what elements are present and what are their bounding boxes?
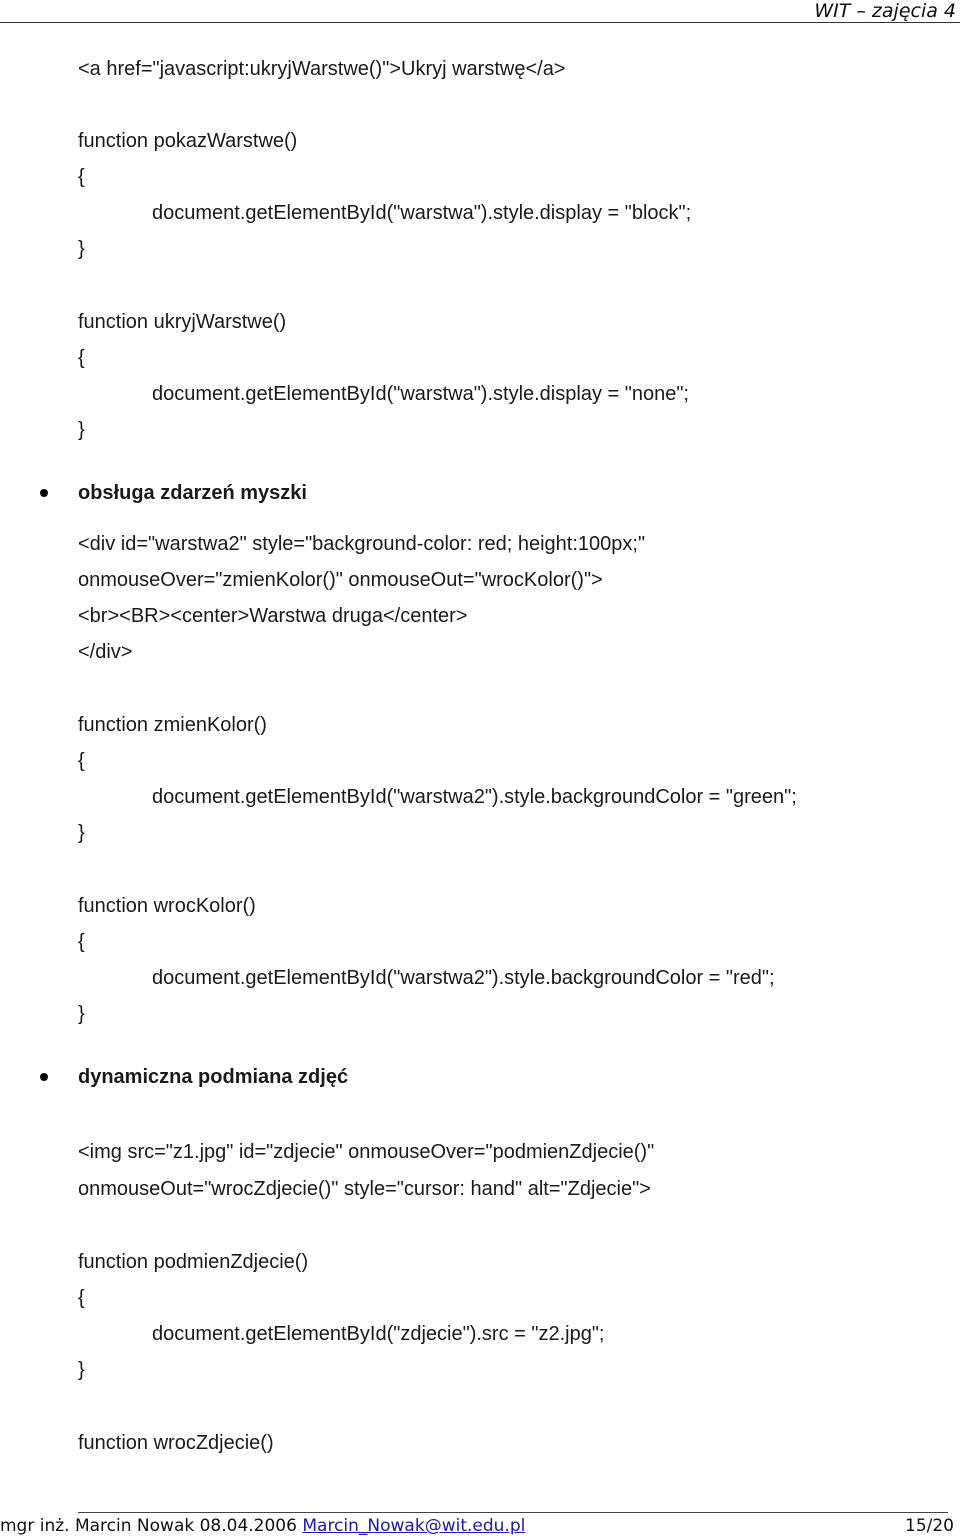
footer-rule bbox=[78, 1512, 948, 1513]
code-line-body: document.getElementById("zdjecie").src = "z2.jpg"; bbox=[152, 1323, 605, 1345]
code-line-open-brace: { bbox=[78, 166, 85, 188]
bullet-item bbox=[0, 1064, 960, 1090]
code-line-body: document.getElementById("warstwa2").style.backgroundColor = "red"; bbox=[152, 967, 775, 989]
code-line-body: document.getElementById("warstwa").style.display = "none"; bbox=[152, 383, 689, 405]
bullet-dot-icon bbox=[40, 489, 48, 497]
bullet-item bbox=[0, 480, 960, 506]
page-header bbox=[0, 0, 960, 24]
code-line-html: onmouseOut="wrocZdjecie()" style="cursor: hand" alt="Zdjecie"> bbox=[78, 1178, 651, 1200]
bullet-dot-icon bbox=[40, 1073, 48, 1081]
header-rule bbox=[0, 22, 960, 23]
header-title: WIT – zajęcia 4 bbox=[814, 0, 956, 22]
code-line-open-brace: { bbox=[78, 1287, 85, 1309]
code-line-html: </div> bbox=[78, 641, 133, 663]
code-line-body: document.getElementById("warstwa").style.display = "block"; bbox=[152, 202, 692, 224]
footer-author-text: mgr inż. Marcin Nowak 08.04.2006 bbox=[0, 1516, 303, 1536]
code-line-open-brace: { bbox=[78, 750, 85, 772]
code-line-function-decl: function ukryjWarstwe() bbox=[78, 311, 287, 333]
code-line-function-decl: function zmienKolor() bbox=[78, 714, 267, 736]
code-line-html: <div id="warstwa2" style="background-color: red; height:100px;" bbox=[78, 533, 646, 555]
code-line-close-brace: } bbox=[78, 238, 85, 260]
code-line-function-decl: function wrocKolor() bbox=[78, 895, 256, 917]
code-line-body: document.getElementById("warstwa2").style.backgroundColor = "green"; bbox=[152, 786, 797, 808]
section-heading: obsługa zdarzeń myszki bbox=[78, 482, 307, 504]
code-line-close-brace: } bbox=[78, 1003, 85, 1025]
code-line-close-brace: } bbox=[78, 419, 85, 441]
code-line-close-brace: } bbox=[78, 1359, 85, 1381]
code-line-close-brace: } bbox=[78, 822, 85, 844]
code-line-function-decl: function wrocZdjecie() bbox=[78, 1432, 274, 1454]
code-line-open-brace: { bbox=[78, 931, 85, 953]
code-line-anchor: <a href="javascript:ukryjWarstwe()">Ukryj warstwę</a> bbox=[78, 58, 566, 80]
footer-email-link[interactable]: Marcin_Nowak@wit.edu.pl bbox=[302, 1516, 526, 1536]
code-line-html: onmouseOver="zmienKolor()" onmouseOut="wrocKolor()"> bbox=[78, 569, 603, 591]
code-line-html: <br><BR><center>Warstwa druga</center> bbox=[78, 605, 468, 627]
section-heading: dynamiczna podmiana zdjęć bbox=[78, 1066, 349, 1088]
footer-author bbox=[0, 1516, 525, 1536]
code-line-html: <img src="z1.jpg" id="zdjecie" onmouseOver="podmienZdjecie()" bbox=[78, 1141, 655, 1163]
code-line-function-decl: function podmienZdjecie() bbox=[78, 1251, 309, 1273]
code-line-function-decl: function pokazWarstwe() bbox=[78, 130, 298, 152]
page-number: 15/20 bbox=[905, 1516, 954, 1536]
code-line-open-brace: { bbox=[78, 347, 85, 369]
